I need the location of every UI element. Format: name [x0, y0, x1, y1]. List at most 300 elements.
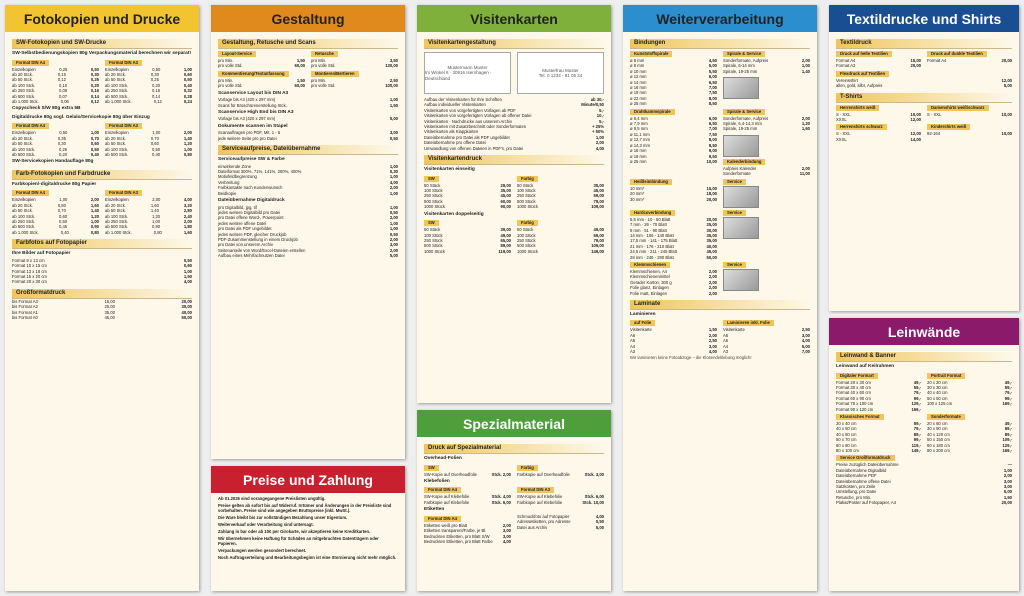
two-column: [424, 218, 604, 254]
price-label: ab 50 Stck.: [12, 141, 33, 147]
price-value: 40,00: [181, 309, 192, 315]
price-value: 0,50: [389, 210, 398, 215]
price-label: ø 6 mm: [630, 58, 645, 63]
price-label: Format A4: [927, 58, 947, 63]
price-label: Format A3: [836, 63, 856, 69]
format-tag: Format DIN A4: [12, 60, 49, 66]
price-label: 40 x 50 cm: [836, 426, 857, 432]
price-value: 3,50: [389, 58, 398, 63]
price-label: Format 9 x 13 cm: [12, 257, 45, 263]
format-tag: Laminieren inkl. Folie: [723, 320, 774, 326]
panel-body: [829, 32, 1019, 145]
format-tag: Hardcoverbindung: [630, 210, 675, 216]
column-right: [517, 218, 604, 254]
section-heading: Laminate: [630, 300, 810, 310]
format-tag: Spirale & Service: [723, 109, 765, 115]
price-value: 1,20: [151, 213, 161, 219]
price-label: S - XXL: [836, 111, 851, 117]
price-value: 149,00: [591, 248, 604, 254]
price-value: 0,80: [90, 229, 99, 235]
price-row: [927, 112, 1012, 117]
panel-body: [211, 32, 405, 262]
price-label: Retusche, pro Min.: [836, 494, 872, 500]
column-left: [12, 58, 99, 105]
price-label: 21 mm · 176 - 210 Blatt: [630, 243, 674, 249]
section-heading: Großformatdruck: [12, 289, 192, 299]
price-value: 7,00: [801, 349, 810, 355]
price-value: 0,32: [183, 88, 192, 94]
card-phone: Tel. 0 1234 - 91 05 24: [538, 73, 583, 78]
two-column: [424, 514, 604, 545]
price-value: 5,00: [389, 253, 398, 259]
two-column: [12, 121, 192, 157]
price-value: 119,-: [911, 442, 921, 448]
price-label: pro Min.: [218, 58, 234, 63]
price-value: 169,-: [1002, 447, 1012, 453]
price-value: 4,00: [389, 179, 398, 185]
price-value: 6,00: [708, 115, 717, 121]
price-row: [723, 69, 810, 74]
subsection-heading: Dateiübernahme Digitaldruck: [218, 198, 285, 204]
price-label: Spirale, 19-25 mm: [723, 126, 758, 132]
price-value: 3,00: [801, 332, 810, 338]
price-value: 10,00: [910, 111, 921, 117]
price-label: ø 14,3 mm: [630, 142, 651, 148]
price-value: 2,80: [183, 208, 192, 214]
price-label: A3: [630, 349, 636, 355]
price-value: 2,00: [708, 274, 717, 280]
price-value: 3,00: [389, 130, 398, 136]
format-tag: auf Folie: [630, 320, 655, 326]
panel-body: [829, 345, 1019, 509]
price-row: [927, 58, 1012, 63]
price-value: 49,00: [500, 232, 511, 238]
subsection-heading: Farbkopien/-digitaldrucke 80g Papier: [12, 181, 97, 187]
format-tag: Heißleimbindung: [630, 179, 672, 185]
price-value: 3,00: [1003, 478, 1012, 484]
price-label: ab 250 Stck.: [12, 219, 36, 224]
price-label: ab 20 Stck.: [12, 135, 33, 141]
price-value: 35,00: [706, 238, 717, 244]
price-label: jedes weitere offene Datei: [218, 220, 267, 226]
column-left: [218, 69, 305, 89]
price-value: 0,60: [150, 141, 159, 147]
price-value: 2,00: [595, 140, 604, 146]
two-column: [630, 208, 810, 260]
price-value: 0,24: [183, 98, 192, 104]
price-value: 25,00: [706, 222, 717, 228]
section-heading: Farbfotos auf Fotopapier: [12, 239, 192, 249]
price-label: Spirale, 6,4-14,3 mm: [723, 121, 762, 127]
column-left: [424, 485, 511, 505]
price-label: Visitenkarten mit Zusatzbeschnitt oder Sonderformaten: [424, 124, 527, 130]
price-value: 6,50: [708, 79, 717, 85]
price-value: 1,20: [801, 121, 810, 127]
price-value: 0,45: [58, 224, 68, 230]
subsection-heading: Leinwand auf Keilrahmen: [836, 364, 895, 369]
panel-weiterverarbeitung: [623, 5, 817, 591]
price-value: 3,20: [183, 202, 192, 208]
two-column: [12, 188, 192, 235]
price-label: Klemmschienen, A4: [630, 268, 668, 274]
format-tag: Flexdruck auf Textilien: [836, 71, 889, 77]
price-value: 2,00: [801, 115, 810, 121]
price-value: 169,-: [911, 406, 921, 412]
format-tag: SW: [424, 220, 439, 226]
format-tag: Montieren/Bertieren: [311, 71, 359, 77]
price-label: Farbkopie auf Overheadfolie: [517, 471, 570, 477]
price-label: Dateiübernahme PDF: [836, 473, 877, 479]
price-value: 4,00: [595, 145, 604, 151]
price-label: Vorlage bis A3 (420 x 297 mm): [218, 116, 276, 122]
price-label: Sonderformate, Aufpreis: [723, 115, 769, 121]
price-label: Plakat/Poster auf Fotopapier, A4: [836, 500, 897, 506]
price-label: ø 16 mm: [630, 85, 647, 91]
price-value: 1,00: [389, 190, 398, 196]
price-value: 0,50: [59, 130, 68, 136]
two-column: [218, 69, 398, 89]
price-label: Visitenkarten als Klappkarten: [424, 129, 479, 135]
price-label: Format 15 x 20 cm: [12, 273, 47, 279]
binding-photo: [723, 269, 759, 291]
price-value: 0,30: [150, 71, 159, 77]
subsection-heading: Visitenkarten einseitig: [424, 167, 475, 173]
price-label: 50 Stück: [517, 182, 534, 188]
format-tag: Format DIN A4: [12, 123, 49, 129]
format-tag: Kommentierung/Textanfassung: [218, 71, 289, 77]
price-label: Aufbau individueller Visitenkarten: [424, 102, 486, 108]
price-label: Beidkopie: [218, 190, 237, 196]
subsection-heading: Laminieren: [630, 311, 656, 317]
price-row: [630, 349, 717, 354]
price-label: ø 7,9 mm: [630, 121, 648, 127]
price-label: Einzelkopien: [12, 66, 36, 72]
price-value: 2,00: [801, 165, 810, 171]
price-label: 250 Stück: [517, 193, 536, 199]
panel-preise: [211, 466, 405, 591]
price-label: Aufbau der Visitenkarten für Ihre Schriften: [424, 97, 502, 102]
price-value: 8,00: [708, 95, 717, 101]
price-value: 20,00: [706, 216, 717, 222]
panel-leinwaende: [829, 318, 1019, 591]
price-label: Format 20 x 30 cm: [12, 279, 47, 285]
price-label: 100 Stück: [517, 232, 536, 238]
subsection-heading: Overhead-Folien: [424, 456, 462, 461]
price-value: 8,50: [708, 101, 717, 107]
two-column: [12, 58, 192, 105]
price-label: Format 30 x 40 cm: [836, 384, 871, 390]
column-left: [630, 260, 717, 296]
price-value: 1,00: [389, 226, 398, 232]
price-value: 7,00: [708, 126, 717, 132]
price-label: Visitenkarte: [723, 327, 745, 333]
column-right: [723, 107, 810, 177]
price-value: 30,00: [181, 304, 192, 310]
price-label: 1000 Stück: [424, 204, 445, 210]
panel-fotokopien: [5, 5, 199, 591]
price-label: Format 13 x 18 cm: [12, 268, 47, 274]
price-value: 69,-: [1004, 426, 1012, 432]
format-tag: Farbig: [517, 220, 538, 226]
panel-title: Preise und Zahlung: [211, 466, 405, 493]
price-value: 0,50: [389, 231, 398, 237]
price-label: Motivfeldbegrenzung: [218, 174, 257, 180]
price-label: ab 1.000 Stck.: [12, 98, 39, 104]
panel-body: [211, 493, 405, 565]
price-value: 1,00: [389, 97, 398, 103]
price-value: 119,00: [498, 248, 511, 254]
price-label: Preise zuzüglich Dateiübernahme: [836, 462, 899, 468]
column-left: [630, 208, 717, 260]
price-label: S - XXL: [927, 111, 942, 117]
price-label: 500 Stück: [517, 198, 536, 204]
column-right: [517, 514, 604, 545]
price-value: 0,12: [90, 98, 99, 104]
price-label: 100 Stück: [424, 232, 443, 238]
format-tag: Klassisches Format: [836, 414, 884, 420]
format-tag: Kalenderbindung: [723, 159, 765, 165]
price-value: 10,00: [1001, 111, 1012, 117]
price-value: 0,50: [152, 66, 161, 72]
subsection-heading: Digitaldrucke 80g sogl. Gelalo/Servicekopie 80g über Einzug: [12, 114, 150, 120]
price-value: 2,00: [801, 58, 810, 63]
price-label: Farbkopie auf Klebefolie: [517, 499, 563, 505]
column-right: [517, 463, 604, 477]
price-label: Format 10 x 15 cm: [12, 263, 47, 269]
column-right: [311, 49, 398, 69]
subsection-heading: Scanservice High End bis DIN A3: [218, 109, 294, 115]
format-tag: Kunststoffspirale: [630, 51, 672, 57]
price-row: [927, 401, 1012, 406]
price-value: 14,00: [910, 136, 921, 142]
price-label: S - XXL: [836, 131, 851, 137]
format-tag: Damenshirts weiß/schwarz: [927, 105, 989, 111]
price-value: 18,00: [706, 191, 717, 197]
price-value: 1,40: [183, 135, 192, 141]
column-left: [12, 188, 99, 235]
price-value: 5,50: [708, 68, 717, 74]
price-label: Scanauftragen pro PDF, Mit. 1 - 5: [218, 130, 281, 136]
price-label: Datei aus Archiv: [517, 524, 548, 530]
price-label: 20 mm*: [630, 191, 645, 197]
price-value: 65,00: [500, 237, 511, 243]
price-value: 0,20: [151, 82, 161, 88]
two-column: [630, 49, 810, 107]
price-row: [105, 152, 192, 157]
column-right: [517, 174, 604, 210]
price-label: Visitenkarten von vorgefertigten Vorlagen ab PDF: [424, 107, 516, 113]
price-label: Einzelkopien: [12, 197, 36, 203]
price-label: pro Min.: [311, 77, 327, 83]
price-value: 15,00: [104, 298, 115, 304]
format-tag: Kindershirts weiß: [927, 124, 970, 130]
price-value: 2,50: [801, 327, 810, 333]
price-value: 4,00: [595, 513, 604, 519]
price-value: 20,00: [1001, 500, 1012, 506]
price-label: Aufbau eines Mehrfachnutzen Datei: [218, 253, 285, 259]
price-value: 4,50: [708, 58, 717, 63]
two-column: [218, 49, 398, 69]
price-value: 3,00: [1003, 484, 1012, 489]
price-value: 0,25: [90, 77, 99, 83]
price-label: Scans für Broschürenerstellung Stck.: [218, 102, 287, 108]
price-label: ø 14 mm: [630, 79, 647, 85]
price-row: [836, 500, 1012, 505]
price-label: XXXL: [836, 117, 847, 123]
price-value: 2,00: [389, 247, 398, 253]
price-value: 1,00: [801, 63, 810, 69]
price-label: 1000 Stück: [517, 204, 538, 210]
column-right: [723, 177, 810, 208]
price-label: Farbkopie auf Klebefolie: [424, 499, 470, 505]
price-value: 4,00: [708, 349, 717, 355]
price-value: 2,00: [708, 285, 717, 291]
price-value: 6,50: [708, 121, 717, 127]
price-label: SW-Kopie auf Klebefolie: [424, 494, 470, 500]
column-left: [424, 463, 511, 477]
price-value: 2,00: [1003, 473, 1012, 479]
format-tag: Klemmschienen: [630, 262, 670, 268]
price-label: A6: [723, 332, 729, 338]
price-label: ab 500 Stck.: [12, 224, 36, 230]
price-label: 50 Stück: [424, 227, 441, 233]
price-label: pro Min.: [218, 77, 234, 83]
format-tag: Farbig: [517, 465, 538, 471]
section-heading: Farb-Fotokopien und Farbdrucke: [12, 170, 192, 180]
price-label: ø 25 mm: [630, 101, 647, 107]
price-label: Format 60 x 90 cm: [836, 395, 871, 401]
format-tag: Layout-Service: [218, 51, 256, 57]
price-value: 1,50: [296, 77, 305, 83]
price-label: ab 100 Stck.: [12, 82, 36, 88]
price-value: 0,35: [57, 135, 66, 141]
price-label: jedes weitere PDF, gleicher Druckjob: [218, 231, 287, 237]
price-label: pro Datei offene Word-, Powerpoint: [218, 215, 284, 221]
price-value: 49,-: [913, 379, 921, 385]
price-value: 1,40: [801, 68, 810, 74]
column-right: [311, 69, 398, 89]
panel-title: Weiterverarbeitung: [623, 5, 817, 32]
price-row: [105, 230, 192, 235]
price-label: SW-Kopie auf Klebefolie: [517, 494, 563, 500]
price-label: Dateiübernahme Digitalbild: [836, 467, 887, 473]
price-label: pro Min.: [311, 58, 327, 63]
price-label: 250 Stück: [424, 237, 443, 243]
price-value: 0,14: [90, 93, 99, 99]
price-value: 15,00: [706, 185, 717, 191]
price-value: 1,00: [183, 146, 192, 152]
two-column: [424, 463, 604, 477]
two-column: [836, 122, 1012, 142]
price-value: 89,-: [1004, 431, 1012, 437]
price-value: 1,00: [183, 268, 192, 274]
price-value: 0,60: [90, 141, 99, 147]
price-value: 109,00: [591, 204, 604, 210]
price-value: 7,00: [708, 85, 717, 91]
price-label: 100 x 125 cm: [927, 401, 953, 407]
price-value: 79,00: [593, 237, 604, 243]
price-value: 2,00: [708, 290, 717, 296]
panel-body: [5, 32, 199, 323]
price-value: 0,50: [389, 135, 398, 141]
price-row: [424, 472, 511, 477]
price-value: 1,00: [595, 134, 604, 140]
price-label: ø 8 mm: [630, 63, 645, 69]
format-tag: Format DIN A3: [105, 190, 142, 196]
price-value: 20,00: [1001, 58, 1012, 63]
price-label: 7 mm · 26 - 70 Blatt: [630, 222, 667, 228]
price-value: 2,00: [90, 197, 99, 203]
price-value: 45,00: [500, 193, 511, 199]
price-label: ab 250 Stck.: [12, 88, 36, 94]
price-value: 3,00: [708, 343, 717, 349]
card-address: Im Winkel 8 · 30916 Isernhagen · Deutschland: [425, 70, 492, 81]
price-value: 1,20: [183, 141, 192, 147]
price-value: 0,50: [90, 146, 99, 152]
price-label: ab 20 Stck.: [12, 71, 33, 77]
price-row: [12, 152, 99, 157]
price-label: 40 x 120 cm: [927, 431, 950, 437]
price-value: 1,00: [389, 174, 398, 180]
price-value: 35,00: [593, 182, 604, 188]
price-label: ab 20 Stck.: [105, 71, 126, 77]
subsection-heading: SW-Selbstbedienungskopien 80g Verpackungsmaterial berechnen wir separat!: [12, 51, 192, 56]
price-value: —: [1007, 462, 1012, 468]
price-value: 1,50: [708, 327, 717, 333]
format-tag: Service: [723, 262, 746, 268]
price-label: Vereinsshirt: [836, 77, 858, 83]
price-value: 2,00: [152, 197, 161, 203]
price-label: 92-164: [927, 131, 941, 137]
price-value: 59,-: [913, 420, 921, 426]
column-left: [424, 174, 511, 210]
price-value: 45,00: [593, 187, 604, 193]
price-value: 25,00: [104, 304, 115, 310]
price-label: pro Datei von unserem Archiv: [218, 242, 273, 248]
price-value: Stck. 3,00: [584, 471, 604, 477]
price-row: [630, 197, 717, 202]
price-label: Format 40 x 60 cm: [836, 390, 871, 396]
price-value: 130,00: [385, 63, 398, 69]
column-left: [424, 218, 511, 254]
panel-title: Spezialmaterial: [417, 410, 611, 437]
price-label: Aufpreis Kalender: [723, 165, 757, 171]
price-value: 11,00: [799, 171, 810, 177]
price-value: 60,00: [294, 83, 305, 89]
price-label: 50 x 70 cm: [836, 437, 857, 443]
price-value: 0,15: [57, 71, 66, 77]
price-value: 2,00: [708, 268, 717, 274]
format-tag: Service Großformatdruck: [836, 455, 895, 461]
panel-gestaltung: [211, 5, 405, 459]
price-value: 60,00: [294, 63, 305, 69]
price-value: 7,50: [708, 131, 717, 137]
panel-body: [417, 437, 611, 547]
price-value: 8,00: [708, 137, 717, 143]
price-value: 0,60: [183, 71, 192, 77]
format-tag: Digitaler Formart: [836, 373, 878, 379]
price-label: 80 x 200 cm: [927, 447, 950, 453]
binding-photo: [723, 77, 759, 99]
price-label: ab 20 Stck.: [105, 135, 126, 141]
price-row: [218, 253, 398, 258]
price-value: 0,06: [60, 98, 69, 104]
price-value: 30,00: [706, 227, 717, 233]
price-value: 3,00: [502, 528, 511, 534]
price-value: 0,40: [151, 151, 161, 157]
price-value: 1,00: [90, 130, 99, 136]
price-value: 0,08: [58, 88, 68, 94]
